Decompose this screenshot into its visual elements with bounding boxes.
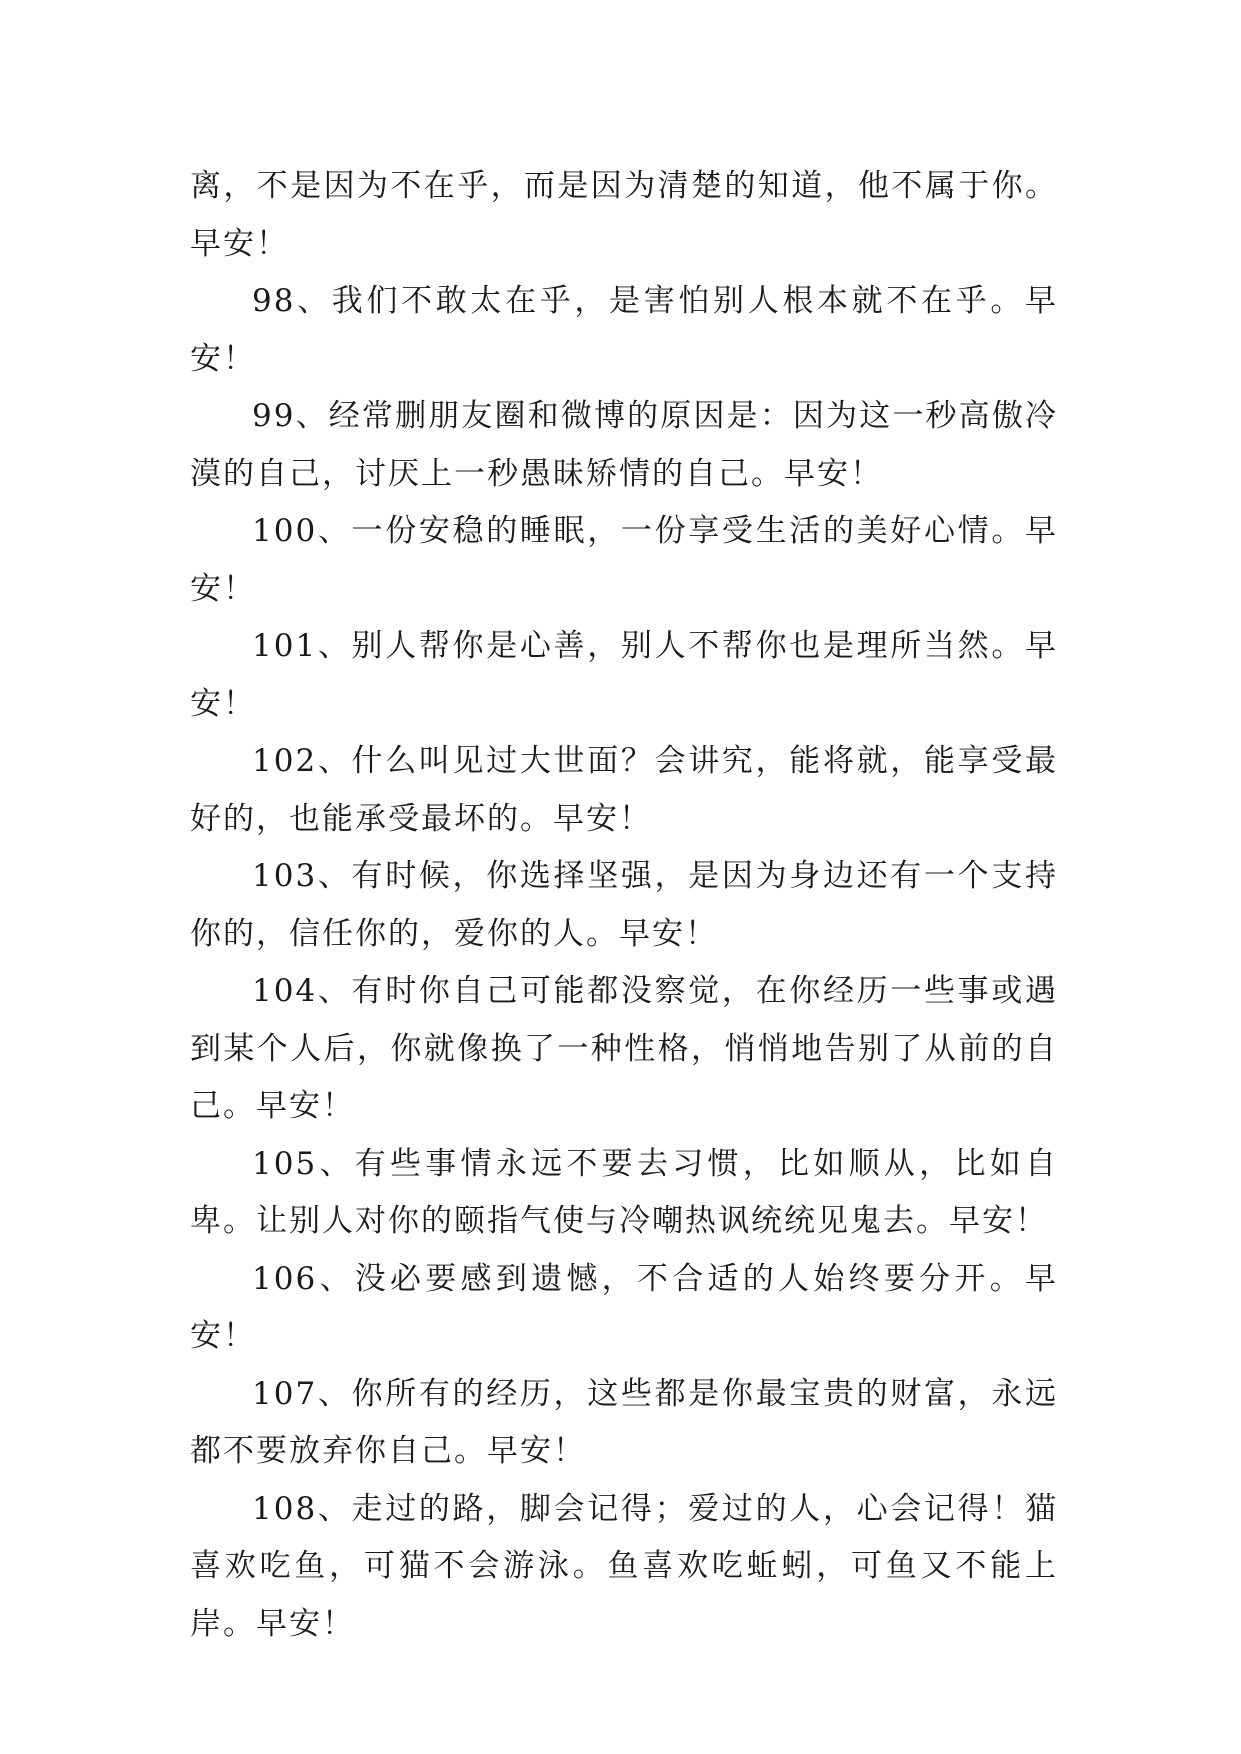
paragraph-107: 107、你所有的经历，这些都是你最宝贵的财富，永远都不要放弃你自己。早安！	[190, 1375, 1058, 1469]
paragraph-98: 98、我们不敢太在乎，是害怕别人根本就不在乎。早安！	[190, 283, 1058, 377]
document-body	[190, 158, 1058, 1653]
paragraph-100: 100、一份安稳的睡眠，一份享受生活的美好心情。早安！	[190, 513, 1058, 607]
paragraph-105: 105、有些事情永远不要去习惯，比如顺从，比如自卑。让别人对你的颐指气使与冷嘲热讽统统见鬼去。早安！	[190, 1145, 1058, 1239]
paragraph-108: 108、走过的路，脚会记得；爱过的人，心会记得！猫喜欢吃鱼，可猫不会游泳。鱼喜欢吃蚯蚓，可鱼又不能上岸。早安！	[190, 1490, 1058, 1642]
paragraph-106: 106、没必要感到遗憾，不合适的人始终要分开。早安！	[190, 1260, 1058, 1354]
paragraph-104: 104、有时你自己可能都没察觉，在你经历一些事或遇到某个人后，你就像换了一种性格，悄悄地告别了从前的自己。早安！	[190, 973, 1058, 1124]
paragraph-101: 101、别人帮你是心善，别人不帮你也是理所当然。早安！	[190, 628, 1058, 722]
paragraph-99: 99、经常删朋友圈和微博的原因是：因为这一秒高傲冷漠的自己，讨厌上一秒愚昧矫情的自己。早安！	[190, 398, 1058, 492]
paragraph-102: 102、什么叫见过大世面？会讲究，能将就，能享受最好的，也能承受最坏的。早安！	[190, 743, 1058, 837]
paragraph-continuation: 离，不是因为不在乎，而是因为清楚的知道，他不属于你。早安！	[190, 168, 1058, 262]
paragraph-103: 103、有时候，你选择坚强，是因为身边还有一个支持你的，信任你的，爱你的人。早安！	[190, 858, 1058, 952]
